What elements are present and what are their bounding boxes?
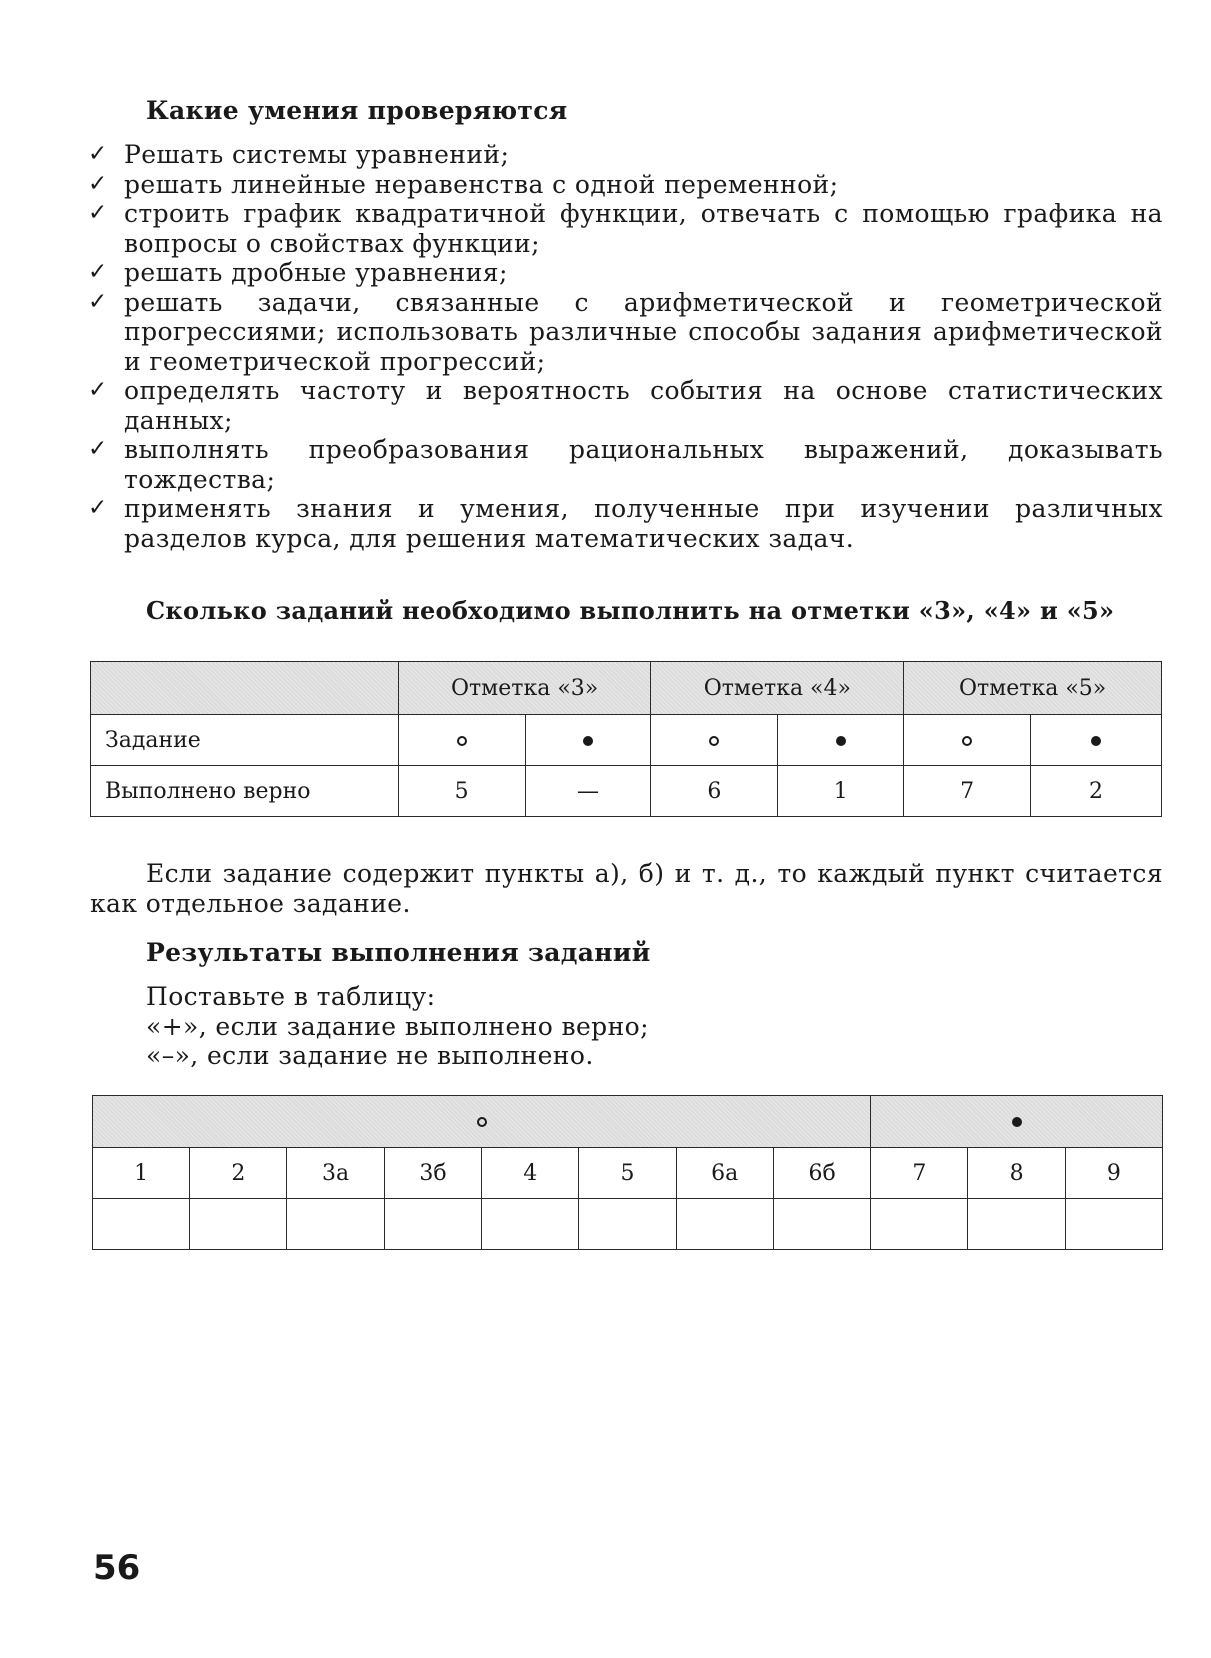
- answer-row: [93, 1199, 1163, 1250]
- task-number-cell: 6б: [773, 1148, 870, 1199]
- skill-item: ✓ решать дробные уравнения;: [88, 258, 508, 287]
- answer-cell[interactable]: [676, 1199, 773, 1250]
- check-mark-icon: ✓: [88, 436, 108, 462]
- task-number-cell: 7: [871, 1148, 968, 1199]
- answer-cell[interactable]: [287, 1199, 384, 1250]
- count-cell: 1: [778, 766, 904, 817]
- open-circle-icon: [962, 736, 972, 746]
- answer-cell[interactable]: [773, 1199, 870, 1250]
- open-circle-icon: [477, 1117, 487, 1127]
- grade-5-header: Отметка «5»: [904, 662, 1162, 715]
- grade-3-header: Отметка «3»: [398, 662, 651, 715]
- skill-item: ✓ решать линейные неравенства с одной переменной;: [88, 169, 839, 199]
- task-row-label: Задание: [91, 715, 399, 766]
- page-number: 56: [93, 1548, 141, 1588]
- filled-circle-icon: [583, 736, 593, 746]
- count-cell: —: [525, 766, 651, 817]
- answer-cell[interactable]: [871, 1199, 968, 1250]
- check-mark-icon: ✓: [88, 377, 108, 403]
- filled-circle-cell: [525, 715, 651, 766]
- answer-cell[interactable]: [482, 1199, 579, 1250]
- basic-tasks-group: [93, 1096, 871, 1148]
- check-mark-icon: ✓: [88, 141, 108, 167]
- answer-cell[interactable]: [1065, 1199, 1162, 1250]
- filled-circle-icon: [1012, 1117, 1022, 1127]
- count-cell: 2: [1031, 766, 1162, 817]
- open-circle-cell: [904, 715, 1031, 766]
- advanced-tasks-group: [871, 1096, 1163, 1148]
- check-mark-icon: ✓: [88, 495, 108, 521]
- note-paragraph: Если задание содержит пункты а), б) и т. д., то каждый пункт считается как отдельное задание.: [90, 859, 1163, 918]
- answer-cell[interactable]: [190, 1199, 287, 1250]
- task-number-cell: 2: [190, 1148, 287, 1199]
- skill-item: ✓ применять знания и умения, полученные при изучении различных разделов курса, для решения математических задач.: [88, 494, 1163, 553]
- results-table: [92, 1095, 1163, 1250]
- answer-cell[interactable]: [93, 1199, 190, 1250]
- task-number-cell: 6а: [676, 1148, 773, 1199]
- task-type-row: [91, 715, 1162, 766]
- check-mark-icon: ✓: [88, 170, 108, 197]
- skill-item: ✓ Решать системы уравнений;: [88, 140, 510, 169]
- open-circle-cell: [651, 715, 778, 766]
- instruction-line: «+», если задание выполнено верно;: [146, 1011, 649, 1041]
- skill-item: ✓ определять частоту и вероятность события на основе статистических данных;: [88, 376, 1163, 435]
- skill-item: ✓ строить график квадратичной функции, отвечать с помощью графика на вопросы о свойствах функции;: [88, 199, 1163, 258]
- task-number-cell: 9: [1065, 1148, 1162, 1199]
- skill-item: ✓ выполнять преобразования рациональных выражений, доказывать тождества;: [88, 435, 1163, 494]
- filled-circle-icon: [1091, 736, 1101, 746]
- task-number-cell: 8: [968, 1148, 1065, 1199]
- skills-heading: Какие умения проверяются: [146, 96, 568, 125]
- filled-circle-icon: [836, 736, 846, 746]
- task-number-cell: 5: [579, 1148, 676, 1199]
- instruction-line: «–», если задание не выполнено.: [146, 1041, 594, 1070]
- check-mark-icon: ✓: [88, 200, 108, 226]
- grade-4-header: Отметка «4»: [651, 662, 904, 715]
- open-circle-icon: [457, 736, 467, 746]
- task-number-cell: 3а: [287, 1148, 384, 1199]
- instruction-line: Поставьте в таблицу:: [146, 982, 436, 1011]
- answer-cell[interactable]: [384, 1199, 481, 1250]
- open-circle-icon: [709, 736, 719, 746]
- task-number-cell: 3б: [384, 1148, 481, 1199]
- results-group-row: [93, 1096, 1163, 1148]
- grades-heading: Сколько заданий необходимо выполнить на отметки «3», «4» и «5»: [146, 596, 1115, 625]
- count-cell: 6: [651, 766, 778, 817]
- answer-cell[interactable]: [579, 1199, 676, 1250]
- grades-table: [90, 661, 1162, 817]
- skill-item: ✓ решать задачи, связанные с арифметической и геометрической прогрессиями; использовать различные способы задания арифметической и геометрической прогрессий;: [88, 287, 1163, 376]
- results-heading: Результаты выполнения заданий: [146, 938, 651, 967]
- count-cell: 7: [904, 766, 1031, 817]
- check-mark-icon: ✓: [88, 288, 108, 315]
- filled-circle-cell: [778, 715, 904, 766]
- open-circle-cell: [398, 715, 525, 766]
- filled-circle-cell: [1031, 715, 1162, 766]
- count-cell: 5: [398, 766, 525, 817]
- correct-count-row: [91, 766, 1162, 817]
- results-instructions: [146, 982, 649, 1071]
- answer-cell[interactable]: [968, 1199, 1065, 1250]
- grades-corner-cell: [91, 662, 399, 715]
- task-number-cell: 4: [482, 1148, 579, 1199]
- correct-row-label: Выполнено верно: [91, 766, 399, 817]
- skills-list: [88, 140, 1163, 553]
- check-mark-icon: ✓: [88, 259, 108, 285]
- grades-header-row: [91, 662, 1162, 715]
- task-number-cell: 1: [93, 1148, 190, 1199]
- task-number-row: [93, 1148, 1163, 1199]
